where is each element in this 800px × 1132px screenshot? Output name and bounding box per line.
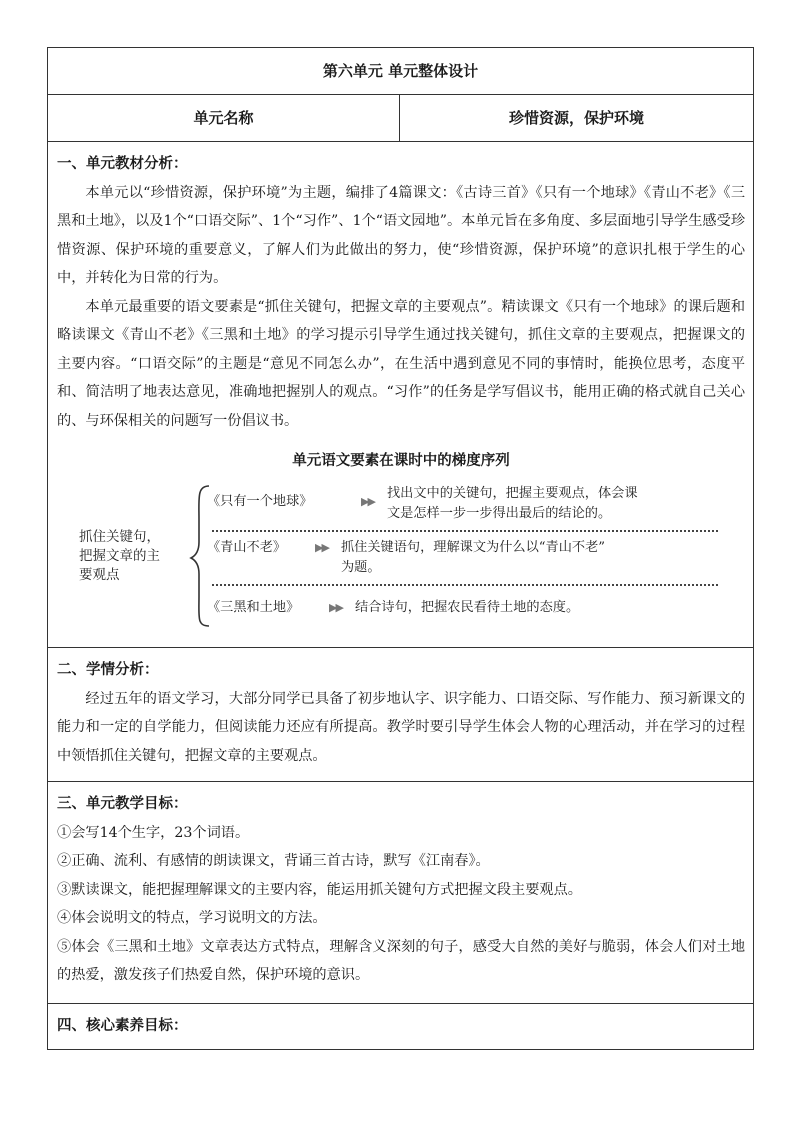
diagram-item bbox=[207, 484, 717, 524]
unit-name-value: 珍惜资源，保护环境 bbox=[400, 95, 754, 142]
paragraph: 本单元最重要的语文要素是“抓住关键句，把握文章的主要观点”。精读课文《只有一个地球》的课后题和略读课文《青山不老》《三黑和土地》的学习提示引导学生通过找关键句，抓住文章的主要观点，把握课文的主要内容。“口语交际”的主题是“意见不同怎么办”，在生活中遇到意见不同的事情时，能换位思考，态度平和、简洁明了地表达意见，准确地把握别人的观点。“习作”的任务是学写倡议书，能用正确的格式就自己关心的、与环保相关的问题写一份倡议书。 bbox=[57, 298, 746, 429]
paragraph: 经过五年的语文学习，大部分同学已具备了初步地认字、识字能力、口语交际、写作能力、预习新课文的能力和一定的自学能力，但阅读能力还应有所提高。教学时要引导学生体会人物的心理活动，并在学习的过程中领悟抓住关键句，把握文章的主要观点。 bbox=[57, 690, 746, 764]
item-text: 抓住关键语句，理解课文为什么以“青山不老” bbox=[341, 539, 606, 555]
dotted-divider bbox=[212, 530, 718, 532]
item-text: 找出文中的关键句，把握主要观点，体会课 bbox=[387, 485, 638, 501]
page-title: 第六单元 单元整体设计 bbox=[48, 48, 754, 95]
double-arrow-icon: ▶▶ bbox=[329, 600, 342, 614]
section-heading: 四、核心素养目标： bbox=[57, 1018, 188, 1034]
goal-item: ④体会说明文的特点，学习说明文的方法。 bbox=[57, 910, 327, 926]
goal-item: ③默读课文，能把握理解课文的主要内容，能运用抓关键句方式把握文段主要观点。 bbox=[57, 881, 582, 898]
gradient-sequence-diagram bbox=[57, 480, 745, 630]
unit-name-row bbox=[48, 95, 754, 142]
diagram-item bbox=[207, 598, 717, 618]
item-text: 文是怎样一步一步得出最后的结论的。 bbox=[387, 505, 612, 521]
paragraph: 本单元以“珍惜资源，保护环境”为主题，编排了4篇课文：《古诗三首》《只有一个地球》《青山不老》《三黑和土地》，以及1个“口语交际”、1个“习作”、1个“语文园地”。本单元旨在多角度、多层面地引导学生感受珍惜资源、保护环境的重要意义，了解人们为此做出的努力，使“珍惜资源，保护环境”的意识扎根于学生的心中，并转化为日常的行为。 bbox=[57, 184, 746, 286]
item-text: 为题。 bbox=[341, 559, 381, 575]
section-material-analysis bbox=[48, 142, 754, 648]
unit-design-sheet bbox=[47, 47, 753, 1050]
unit-name-label: 单元名称 bbox=[48, 95, 400, 142]
diagram-root-label: 抓住关键句， 把握文章的主 要观点 bbox=[79, 528, 160, 583]
goal-item: ⑤体会《三黑和土地》文章表达方式特点，理解含义深刻的句子，感受大自然的美好与脆弱，体会人们对土地的热爱，激发孩子们热爱自然，保护环境的意识。 bbox=[57, 938, 746, 983]
goal-item: ②正确、流利、有感情的朗读课文，背诵三首古诗，默写《江南春》。 bbox=[57, 853, 490, 869]
title-row bbox=[48, 48, 754, 95]
section-teaching-goals bbox=[48, 782, 754, 1004]
section-heading: 二、学情分析： bbox=[57, 662, 159, 678]
double-arrow-icon: ▶▶ bbox=[315, 540, 328, 554]
lesson-name: 《只有一个地球》 bbox=[207, 493, 313, 509]
section-learner-analysis bbox=[48, 648, 754, 782]
lesson-name: 《青山不老》 bbox=[207, 539, 287, 555]
sequence-title: 单元语文要素在课时中的梯度序列 bbox=[292, 453, 510, 469]
goal-item: ①会写14个生字，23个词语。 bbox=[57, 824, 250, 841]
diagram-item bbox=[207, 538, 717, 578]
item-text: 结合诗句，把握农民看待土地的态度。 bbox=[355, 599, 580, 615]
section-core-literacy bbox=[48, 1004, 754, 1050]
double-arrow-icon: ▶▶ bbox=[361, 494, 374, 508]
section-heading: 三、单元教学目标： bbox=[57, 796, 188, 812]
design-table bbox=[47, 47, 754, 1050]
lesson-name: 《三黑和土地》 bbox=[207, 599, 300, 615]
section-heading: 一、单元教材分析： bbox=[57, 156, 188, 172]
dotted-divider bbox=[212, 584, 718, 586]
